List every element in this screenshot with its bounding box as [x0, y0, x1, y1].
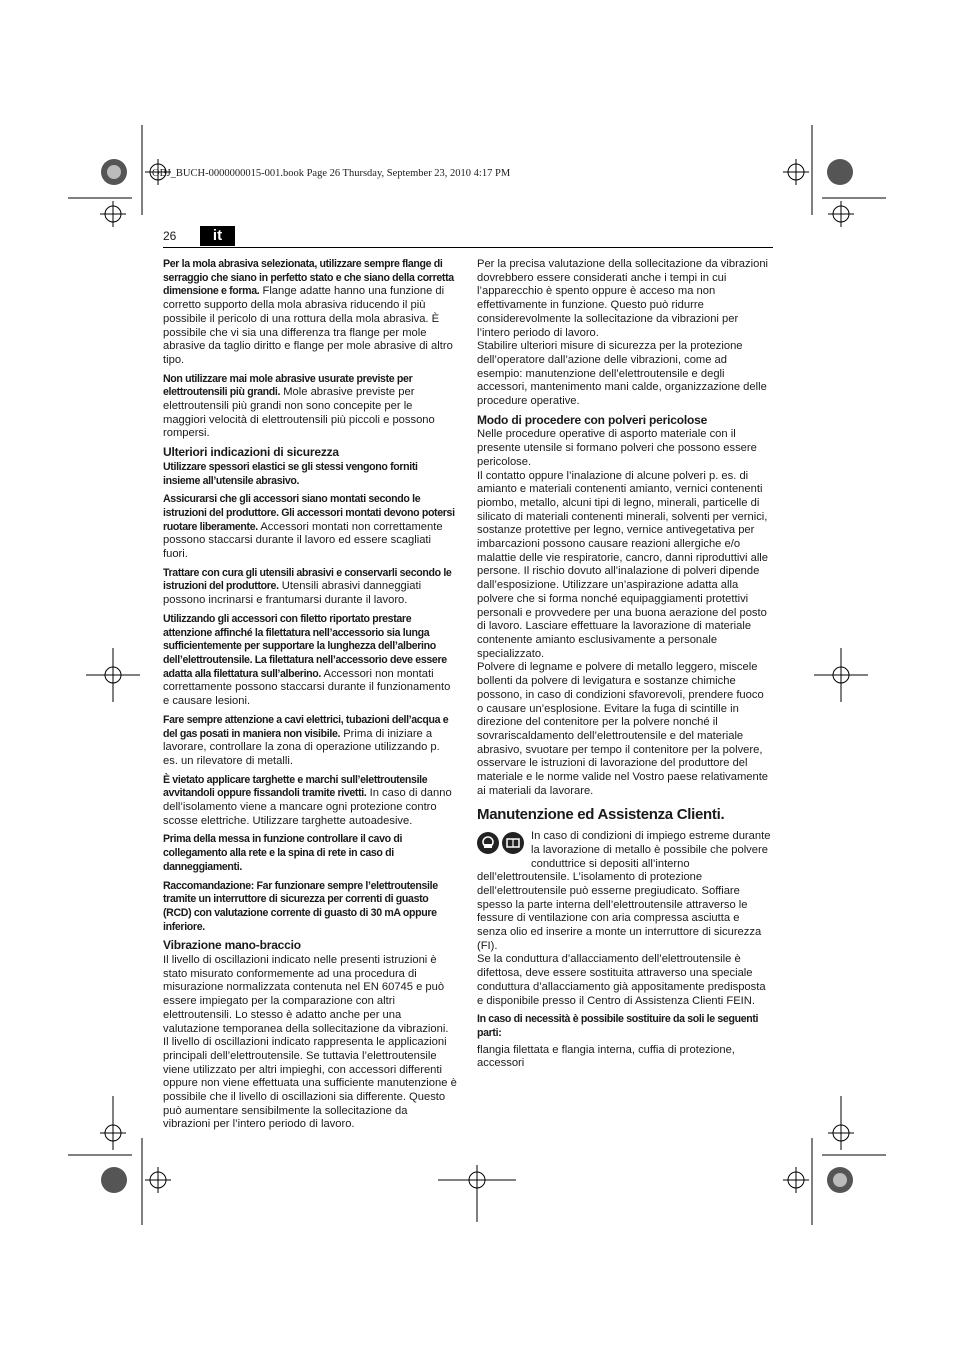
section-subheading: Ulteriori indicazioni di sicurezza	[163, 445, 339, 460]
paragraph: Se la conduttura d’allacciamento dell’elettroutensile è difettosa, deve essere sostituita attraverso una speciale conduttura d’allacciamento già appositamente predisposta e disponibile presso il Centro di Assistenza Clienti FEIN.	[477, 953, 766, 1007]
paragraph: Il livello di oscillazioni indicato nelle presenti istruzioni è stato misurato conformemente ad una procedura di misurazione normalizzata contenuta nel EN 60745 e può essere impiegato per la comparazione con altri elettroutensili. Lo stesso è adatto anche per una valutazione temporanea della sollecitazione da vibrazioni.	[163, 954, 449, 1035]
paragraph: Raccomandazione: Far funzionare sempre l’elettroutensile tramite un interruttore di sicurezza per correnti di guasto (RCD) con valutazione corrente di guasto di 30 mA oppure inferiore.	[163, 879, 438, 933]
section-subheading: Modo di procedere con polveri pericolose	[477, 412, 708, 427]
book-header-line: OBJ_BUCH-0000000015-001.book Page 26 Thursday, September 23, 2010 4:17 PM	[152, 168, 511, 179]
left-column	[163, 258, 457, 1137]
paragraph: Assicurarsi che gli accessori siano montati secondo le istruzioni del produttore. Gli accessori montati devono potersi ruotare liberamente. Accessori montati non correttamente possono staccarsi durante il lavoro ed essere scagliati fuori.	[163, 493, 455, 561]
paragraph: Prima della messa in funzione controllare il cavo di collegamento alla rete e la spina di rete in caso di danneggiamenti.	[163, 833, 403, 873]
section-heading: Manutenzione ed Assistenza Clienti.	[477, 806, 725, 824]
face-mask-icon	[477, 832, 499, 854]
header-rule	[163, 247, 773, 248]
paragraph: Fare sempre attenzione a cavi elettrici, tubazioni dell’acqua e del gas posati in maniera non visibile. Prima di iniziare a lavorare, controllare la zona di operazione utilizzando p. es. un rilevatore di metalli.	[163, 713, 449, 767]
paragraph: Per la precisa valutazione della sollecitazione da vibrazioni dovrebbero essere considerati anche i tempi in cui l’apparecchio è spento oppure è acceso ma non effettivamente in funzione. Questo può ridurre considerevolmente la sollecitazione da vibrazioni per l’intero periodo di lavoro.	[477, 258, 769, 339]
paragraph: Per la mola abrasiva selezionata, utilizzare sempre flange di serraggio che siano in perfetto stato e che siano della corretta dimensione e forma. Flange adatte hanno una funzione di corretto supporto della mola abrasiva riducendo il più possibile il pericolo di una rottura della mola abrasiva. È possibile che vi sia una differenza tra flange per mole abrasive da taglio diritto e flange per mole abrasive di altro tipo.	[163, 258, 454, 366]
paragraph: In caso di condizioni di impiego estreme durante la lavorazione di metallo è possibile che polvere conduttrice si depositi all’interno dell’elettroutensile. L’isolamento di protezione dell’elettroutensile può esserne pregiudicato. Soffiare spesso la parte interna dell’elettroutensile attraverso le fessure di ventilazione con aria compressa asciutta e senza olio ed inserire a monte un interruttore di sicurezza (FI).	[477, 830, 771, 952]
paragraph: In caso di necessità è possibile sostituire da soli le seguenti parti:	[477, 1013, 759, 1039]
language-tab: it	[200, 226, 235, 246]
right-column	[477, 258, 771, 1076]
paragraph: Trattare con cura gli utensili abrasivi e conservarli secondo le istruzioni del produttore. Utensili abrasivi danneggiati possono incrinarsi e frantumarsi durante il lavoro.	[163, 566, 452, 607]
paragraph: Non utilizzare mai mole abrasive usurate previste per elettroutensili più grandi. Mole abrasive previste per elettroutensili più grandi non sono concepite per le maggiori velocità di elettroutensili più piccoli e possono rompersi.	[163, 372, 435, 440]
safety-icons	[477, 832, 529, 860]
paragraph: Utilizzando gli accessori con filetto riportato prestare attenzione affinché la filettatura nell’accessorio sia lunga sufficientemente per supportare la lunghezza dell’alberino dell’elettroutensile. La filettatura nell’accessorio deve essere adatta alla filettatura sull’alberino. Accessori non montati correttamente possono staccarsi durante il funzionamento e causare lesioni.	[163, 612, 451, 708]
paragraph: flangia filettata e flangia interna, cuffia di protezione, accessori	[477, 1043, 735, 1070]
paragraph: È vietato applicare targhette e marchi sull’elettroutensile avvitandoli oppure fissandoli tramite rivetti. In caso di danno dell’isolamento viene a mancare ogni protezione contro scosse elettriche. Utilizzare targhette autoadesive.	[163, 773, 452, 827]
paragraph: Il livello di oscillazioni indicato rappresenta le applicazioni principali dell’elettroutensile. Se tuttavia l’elettroutensile viene utilizzato per altri impieghi, con accessori differenti oppure non viene effettuata una sufficiente manutenzione è possibile che il livello di oscillazioni sia differente. Questo può aumentare sensibilmente la sollecitazione da vibrazioni per l’intero periodo di lavoro.	[163, 1036, 457, 1131]
manual-book-icon	[502, 832, 524, 854]
paragraph: Nelle procedure operative di asporto materiale con il presente utensile si formano polveri che possono essere pericolose.	[477, 428, 757, 468]
page-number: 26	[163, 229, 177, 243]
paragraph: Polvere di legname e polvere di metallo leggero, miscele bollenti da polvere di levigatura e sostanze chimiche possono, in caso di condizioni sfavorevoli, prendere fuoco o causare un’esplosione. Evitare la fuga di scintille in direzione del contenitore per la polvere nonché il sovrariscaldamento dell’elettroutensile e del materiale abrasivo, svuotare per tempo il contenitore per la polvere, osservare le istruzioni di lavorazione del produttore del materiale e le norme valide nel Vostro paese relativamente ai materiali da lavorare.	[477, 661, 769, 797]
paragraph: Utilizzare spessori elastici se gli stessi vengono forniti insieme all’utensile abrasivo.	[163, 460, 418, 487]
section-subheading: Vibrazione mano-braccio	[163, 938, 301, 953]
paragraph: Stabilire ulteriori misure di sicurezza per la protezione dell’operatore dall’azione delle vibrazioni, come ad esempio: manutenzione dell’elettroutensile e degli accessori, mantenimento mani calde, organizzazione delle procedure operative.	[477, 340, 767, 408]
paragraph: Il contatto oppure l’inalazione di alcune polveri p. es. di amianto e materiali contenenti amianto, vernici contenenti piombo, metallo, alcuni tipi di legno, minerali, particelle di silicato di materiali contenenti minerali, solventi per vernici, sostanze protettive per legno, vernice antivegetativa per imbarcazioni possono causare reazioni allergiche e/o malattie delle vie respiratorie, cancro, danni riproduttivi alle persone. Il rischio dovuto all’inalazione di polveri dipende dall’esposizione. Utilizzare un’aspirazione adatta alla polvere che si forma nonché equipaggiamenti protettivi personali e provvedere per una buona aerazione del posto di lavoro. Lasciare effettuare la lavorazione di materiale contenente amianto esclusivamente a personale specializzato.	[477, 469, 769, 660]
